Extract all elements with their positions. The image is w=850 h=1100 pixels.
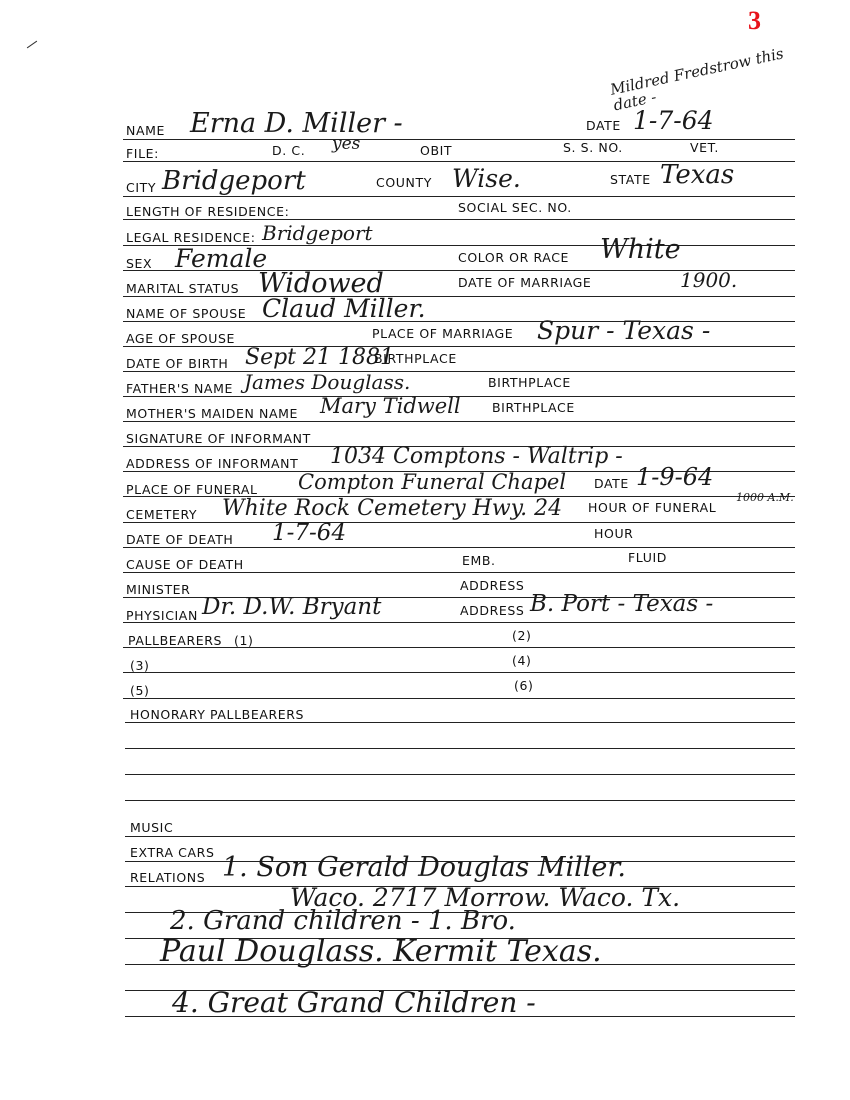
dob-value: Sept 21 1881 [245,345,394,370]
dob-rule [123,371,795,372]
hour-funeral-value: 1000 A.M. [736,491,794,504]
funeral-place-value: Compton Funeral Chapel [298,470,567,494]
hour-funeral-label: HOUR OF FUNERAL [588,500,717,515]
pallbearer-6: (6) [514,678,534,693]
dob-birthplace-label: BIRTHPLACE [374,351,457,366]
page-number: 3 [748,6,761,35]
date-marriage-label: DATE OF MARRIAGE [458,275,592,290]
hour-label: HOUR [594,526,634,541]
relations-line-3: 2. Grand children - 1. Bro. [170,906,516,936]
color-value: White [600,234,681,265]
music-label: MUSIC [130,820,174,835]
dc-label: D. C. [272,143,306,158]
address-informant-label: ADDRESS OF INFORMANT [126,456,299,471]
physician-value: Dr. D.W. Bryant [202,594,382,620]
state-label: STATE [610,172,651,187]
extra-cars-label: EXTRA CARS [130,845,215,860]
length-label: LENGTH OF RESIDENCE: [126,204,290,219]
mother-birthplace-label: BIRTHPLACE [492,400,575,415]
stray-mark [27,41,37,49]
marital-value: Widowed [258,268,384,299]
name-value: Erna D. Miller - [190,108,403,139]
social-label: SOCIAL SEC. NO. [458,200,572,215]
physician-address-value: B. Port - Texas - [530,591,714,617]
county-value: Wise. [452,164,521,193]
age-spouse-rule [123,346,795,347]
name-label: NAME [126,123,165,138]
city-rule [123,196,795,197]
father-label: FATHER'S NAME [126,381,233,396]
vet-label: VET. [690,140,719,155]
pallbearers-rule [123,647,795,648]
date-marriage-value: 1900. [680,268,738,292]
pallbearer-2: (2) [512,628,532,643]
date-death-rule [123,547,795,548]
pallbearer-5: (5) [130,683,150,698]
pallbearer-1: (1) [234,633,254,648]
obit-label: OBIT [420,143,453,158]
pallbearers-label: PALLBEARERS [128,633,223,648]
relations-line-4: Paul Douglass. Kermit Texas. [160,934,602,969]
sex-label: SEX [126,256,153,271]
color-label: COLOR OR RACE [458,250,570,265]
mother-label: MOTHER'S MAIDEN NAME [126,406,299,421]
honorary-rule-2 [125,748,795,749]
cemetery-label: CEMETERY [126,507,198,522]
cemetery-value: White Rock Cemetery Hwy. 24 [222,496,563,521]
physician-address-label: ADDRESS [460,603,525,618]
dc-value: yes [332,134,361,154]
date-death-value: 1-7-64 [272,520,347,546]
relations-line-5: 4. Great Grand Children - [172,986,536,1019]
pallbearers-rule-3 [123,698,795,699]
fluid-label: FLUID [628,550,667,565]
date-value: 1-7-64 [633,106,714,135]
physician-rule [123,622,795,623]
date-death-label: DATE OF DEATH [126,532,234,547]
sex-value: Female [175,244,268,273]
place-marriage-value: Spur - Texas - [537,316,711,345]
honorary-rule-4 [125,800,795,801]
cause-label: CAUSE OF DEATH [126,557,244,572]
corner-note: Mildred Fredstrow this date - [608,44,786,115]
emb-label: EMB. [462,553,496,568]
honorary-rule-3 [125,774,795,775]
funeral-date-value: 1-9-64 [636,463,714,491]
legal-label: LEGAL RESIDENCE: [126,230,256,245]
dob-label: DATE OF BIRTH [126,356,229,371]
spouse-label: NAME OF SPOUSE [126,306,247,321]
pallbearer-3: (3) [130,658,150,673]
honorary-label: HONORARY PALLBEARERS [130,707,305,722]
age-spouse-label: AGE OF SPOUSE [126,331,235,346]
place-marriage-label: PLACE OF MARRIAGE [372,326,514,341]
marital-label: MARITAL STATUS [126,281,240,296]
marital-rule [123,296,795,297]
address-informant-value: 1034 Comptons - Waltrip - [330,444,623,469]
spouse-value: Claud Miller. [262,294,426,323]
relations-line-1: 1. Son Gerald Douglas Miller. [222,852,626,883]
father-value: James Douglass. [244,370,411,394]
funeral-date-label: DATE [594,476,629,491]
signature-label: SIGNATURE OF INFORMANT [126,431,311,446]
relations-label: RELATIONS [130,870,206,885]
city-value: Bridgeport [162,166,306,196]
minister-label: MINISTER [126,582,191,597]
city-label: CITY [126,180,157,195]
physician-label: PHYSICIAN [126,608,198,623]
cause-rule [123,572,795,573]
legal-value: Bridgeport [262,221,373,245]
funeral-place-label: PLACE OF FUNERAL [126,482,258,497]
pallbearer-4: (4) [512,653,532,668]
minister-address-label: ADDRESS [460,578,525,593]
county-label: COUNTY [376,175,432,190]
cemetery-rule [123,522,795,523]
relations-rule-4 [125,964,795,965]
relations-line-2: Waco. 2717 Morrow. Waco. Tx. [290,883,681,912]
mother-rule [123,421,795,422]
file-label: FILE: [126,146,159,161]
music-rule [125,836,795,837]
length-rule [123,219,795,220]
honorary-rule-1 [125,722,795,723]
ssno-label: S. S. NO. [563,140,623,155]
state-value: Texas [660,160,735,190]
pallbearers-rule-2 [123,672,795,673]
date-label: DATE [586,118,621,133]
father-birthplace-label: BIRTHPLACE [488,375,571,390]
mother-value: Mary Tidwell [320,394,461,418]
relations-rule-6 [125,1016,795,1017]
